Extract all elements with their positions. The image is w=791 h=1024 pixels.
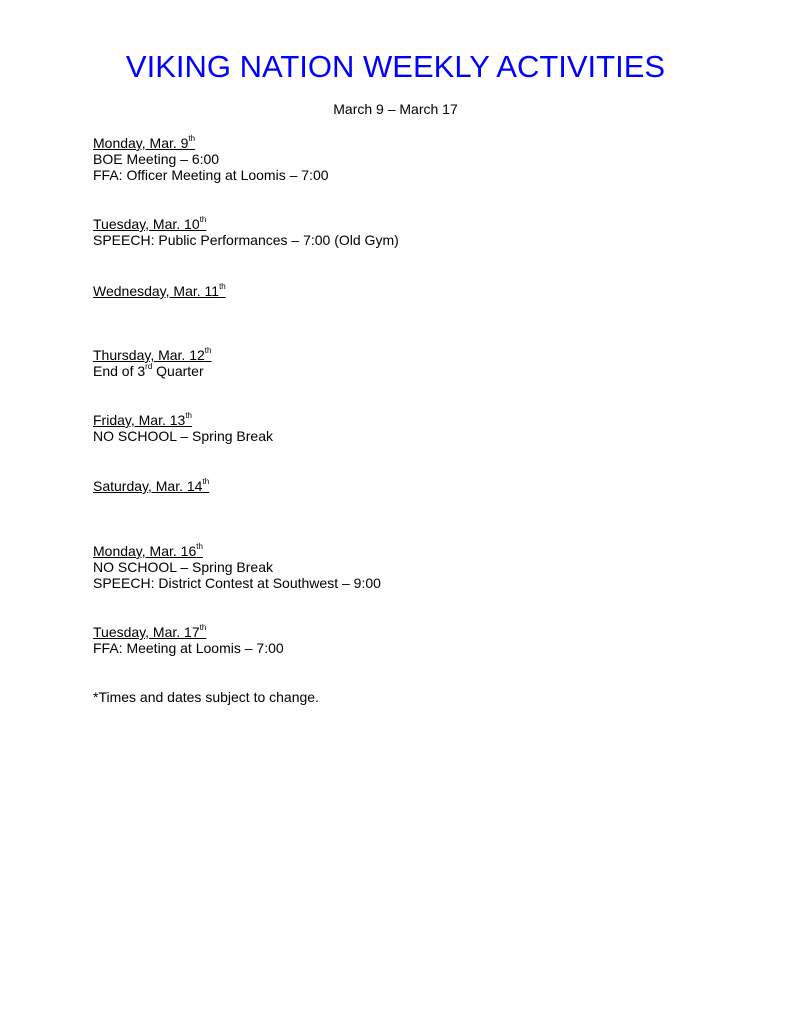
day-block-tuesday-mar-17 <box>93 624 284 656</box>
day-heading-text: Monday, Mar. 9 <box>93 135 189 151</box>
day-heading <box>93 412 273 428</box>
day-block-saturday-mar-14 <box>93 478 209 494</box>
day-heading <box>93 543 381 559</box>
day-heading-text: Saturday, Mar. 14 <box>93 478 203 494</box>
disclaimer-note: *Times and dates subject to change. <box>93 689 319 705</box>
day-heading-text: Tuesday, Mar. 17 <box>93 624 200 640</box>
activity-item: SPEECH: District Contest at Southwest – 9:00 <box>93 575 381 591</box>
day-heading-text: Wednesday, Mar. 11 <box>93 283 220 299</box>
day-heading-suffix: th <box>199 215 207 225</box>
day-heading <box>93 283 226 299</box>
activity-item <box>93 363 211 379</box>
day-heading <box>93 347 211 363</box>
day-heading-suffix: th <box>219 282 226 292</box>
day-heading-text: Monday, Mar. 16 <box>93 543 197 559</box>
activity-suffix: rd <box>145 362 153 372</box>
day-heading-suffix: th <box>204 346 212 356</box>
day-block-thursday-mar-12 <box>93 347 211 379</box>
activity-text: End of 3 <box>93 363 146 379</box>
activity-text: Quarter <box>152 363 204 379</box>
day-heading <box>93 624 284 640</box>
page-title: VIKING NATION WEEKLY ACTIVITIES <box>125 49 666 84</box>
activity-item: SPEECH: Public Performances – 7:00 (Old Gym) <box>93 232 399 248</box>
day-heading-text: Tuesday, Mar. 10 <box>93 216 200 232</box>
day-block-friday-mar-13 <box>93 412 273 444</box>
day-block-monday-mar-9 <box>93 135 329 183</box>
day-block-wednesday-mar-11 <box>93 283 226 299</box>
day-block-monday-mar-16 <box>93 543 381 591</box>
day-heading <box>93 135 329 151</box>
day-heading-suffix: th <box>188 134 196 144</box>
day-heading <box>93 478 209 494</box>
day-heading-suffix: th <box>185 411 192 421</box>
day-heading <box>93 216 399 232</box>
day-heading-text: Thursday, Mar. 12 <box>93 347 205 363</box>
activity-item: FFA: Officer Meeting at Loomis – 7:00 <box>93 167 329 183</box>
day-heading-suffix: th <box>199 623 207 633</box>
activity-item: BOE Meeting – 6:00 <box>93 151 220 167</box>
day-heading-suffix: th <box>196 542 203 552</box>
day-block-tuesday-mar-10 <box>93 216 399 248</box>
activity-item: NO SCHOOL – Spring Break <box>93 428 273 444</box>
date-range: March 9 – March 17 <box>333 101 458 117</box>
activity-item: FFA: Meeting at Loomis – 7:00 <box>93 640 284 656</box>
activity-item: NO SCHOOL – Spring Break <box>93 559 273 575</box>
day-heading-text: Friday, Mar. 13 <box>93 412 186 428</box>
day-heading-suffix: th <box>202 477 210 487</box>
